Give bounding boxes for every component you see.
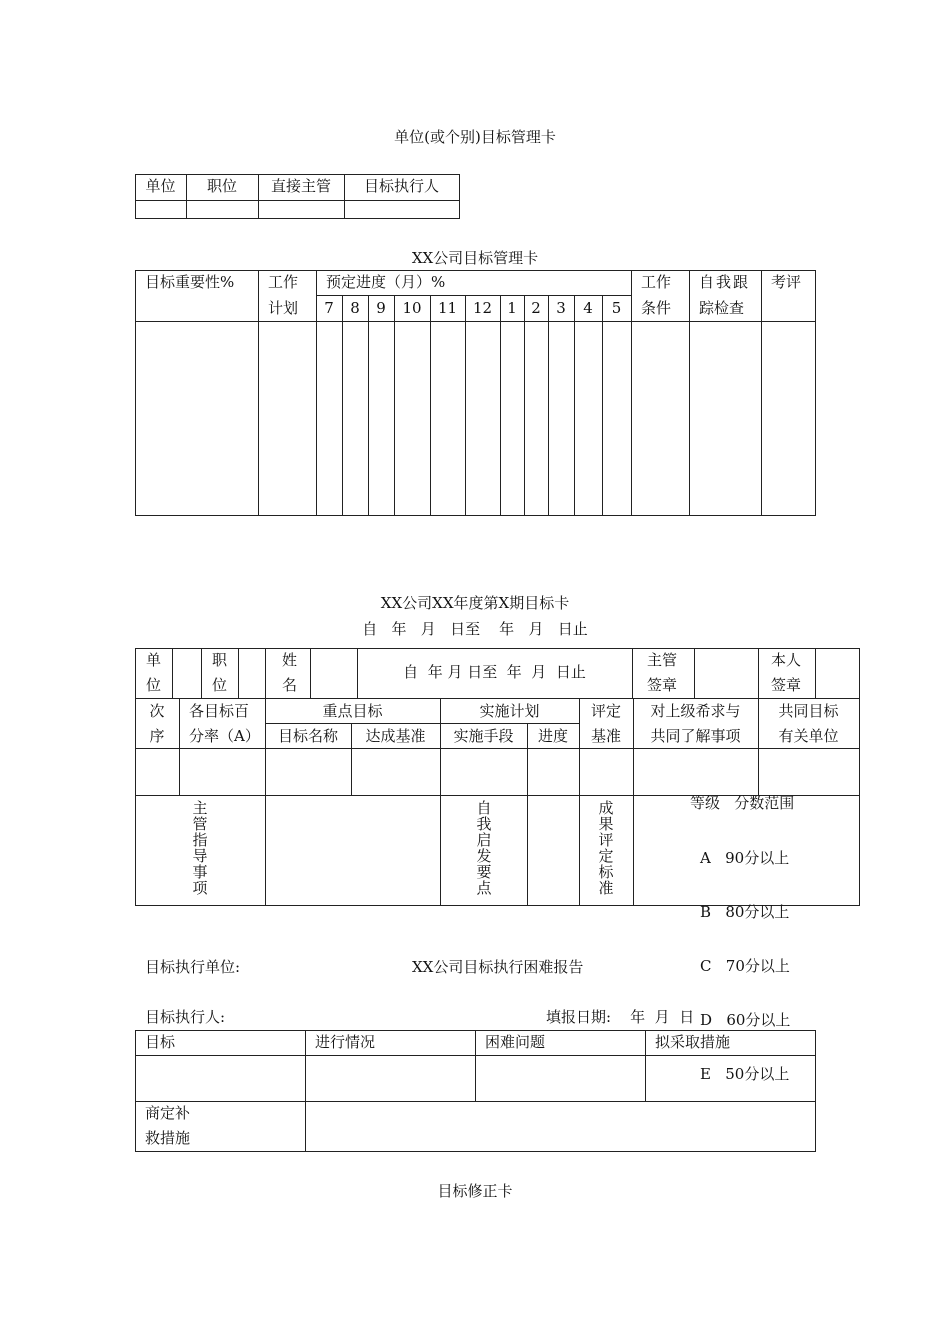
card4-header-status: 进行情况: [315, 1033, 376, 1051]
card4-header-goal: 目标: [145, 1033, 176, 1051]
card3-impl-means: 实施手段: [453, 727, 514, 745]
card3-key-goal: 重点目标: [322, 702, 383, 720]
card3-inspire-label: 自我启发要点: [476, 799, 492, 897]
card1-header-executor: 目标执行人: [363, 177, 439, 195]
card3-pos-line1: 职: [212, 651, 228, 669]
card3-grade-item: B 80分以上: [700, 903, 790, 921]
card3-impl-plan: 实施计划: [479, 702, 540, 720]
card3-pct-line1: 各目标百: [189, 702, 250, 720]
card4-remedy-line2: 救措施: [145, 1129, 191, 1147]
card1-header-position: 职位: [206, 177, 237, 195]
card2-month: 10: [402, 299, 422, 317]
card3-expect-line2: 共同了解事项: [650, 727, 741, 745]
card3-result-label: 成果评定标准: [598, 799, 614, 897]
card4-header-problem: 困难问题: [485, 1033, 546, 1051]
card3-title: XX公司XX年度第X期目标卡: [380, 594, 570, 612]
card3-eval-line1: 评定: [590, 702, 621, 720]
card4-executor: 目标执行人:: [145, 1008, 226, 1026]
card3-period: 自 年 月 日至 年 月 日止: [403, 663, 586, 681]
card2-col-self-line1: 自我跟: [699, 273, 751, 291]
card3-grade-item: C 70分以上: [700, 957, 790, 975]
card2-col-eval: 考评: [771, 273, 802, 291]
card3-self-sign-line2: 签章: [771, 676, 802, 694]
card1-title: 单位(或个别)目标管理卡: [394, 128, 556, 146]
card3-common-line2: 有关单位: [778, 727, 839, 745]
card2-month: 12: [472, 299, 493, 317]
card3-name-line1: 姓: [282, 651, 298, 669]
card2-month: 8: [350, 299, 360, 317]
card3-grade-item: D 60分以上: [700, 1011, 791, 1029]
card2-col-plan-line2: 计划: [268, 299, 299, 317]
card4-exec-unit: 目标执行单位:: [145, 958, 241, 976]
card3-mgr-sign-line2: 签章: [647, 676, 678, 694]
card3-grade-item: A 90分以上: [700, 849, 790, 867]
card2-col-progress: 预定进度（月）%: [326, 273, 446, 291]
card3-pct-line2: 分率（A）: [189, 727, 260, 745]
card3-name-line2: 名: [282, 676, 298, 694]
card3-seq-line2: 序: [149, 727, 165, 745]
card3-grade-item: E 50分以上: [700, 1065, 790, 1083]
card2-month: 1: [507, 299, 517, 317]
card3-unit-line2: 位: [146, 676, 162, 694]
card2-title: XX公司目标管理卡: [411, 249, 539, 267]
card2-col-cond-line2: 条件: [641, 299, 672, 317]
card3-subtitle: 自 年 月 日至 年 月 日止: [362, 620, 588, 638]
card2-month: 5: [611, 299, 622, 317]
card2-month: 2: [531, 299, 541, 317]
card3-unit-line1: 单: [146, 651, 162, 669]
card3-self-sign-line1: 本人: [771, 651, 802, 669]
card3-grade-list: [700, 813, 790, 1119]
card4-fill-date: 填报日期: 年 月 日: [546, 1008, 695, 1026]
card1-header-unit: 单位: [145, 177, 176, 195]
card2-month: 9: [376, 299, 386, 317]
card3-common-line1: 共同目标: [778, 702, 839, 720]
card2-col-cond-line1: 工作: [641, 273, 672, 291]
card1-header-supervisor: 直接主管: [270, 177, 331, 195]
card3-achieve-std: 达成基准: [365, 727, 426, 745]
card3-progress: 进度: [537, 727, 568, 745]
card3-mgr-sign-line1: 主管: [647, 651, 678, 669]
card2-col-importance: 目标重要性%: [145, 273, 235, 291]
card3-expect-line1: 对上级希求与: [650, 702, 741, 720]
card4-remedy-line1: 商定补: [145, 1104, 191, 1122]
card3-goal-name: 目标名称: [277, 727, 338, 745]
card3-eval-line2: 基准: [590, 727, 621, 745]
card3-guide-label: 主管指导事项: [192, 799, 208, 897]
card2-month: 7: [324, 299, 334, 317]
card3-grade-header: 等级 分数范围: [690, 794, 795, 812]
card2-month: 11: [437, 299, 458, 317]
card2-month: 3: [556, 299, 566, 317]
card5-title: 目标修正卡: [437, 1182, 513, 1200]
card4-title: XX公司目标执行困难报告: [412, 958, 584, 976]
card3-pos-line2: 位: [212, 676, 228, 694]
card2-month: 4: [583, 299, 593, 317]
card2-col-plan-line1: 工作: [268, 273, 299, 291]
card4-header-measures: 拟采取措施: [655, 1033, 731, 1051]
card2-col-self-line2: 踪检查: [699, 299, 745, 317]
card3-seq-line1: 次: [149, 702, 165, 720]
